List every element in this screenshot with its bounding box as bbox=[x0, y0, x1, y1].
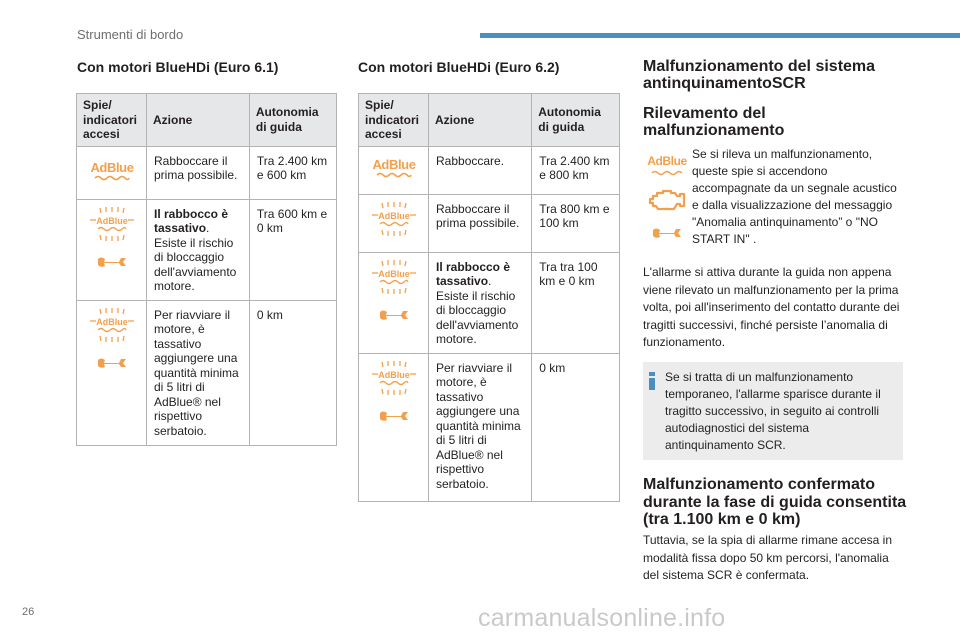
adblue-icon: AdBlue bbox=[643, 152, 691, 176]
adblue-icon: AdBlue bbox=[77, 146, 147, 199]
table-row bbox=[77, 300, 337, 445]
left-table bbox=[76, 93, 337, 446]
warning-icons bbox=[643, 152, 691, 252]
action-cell: Il rabbocco è tassativo. Esiste il rischio di bloccaggio dell'avviamento motore. bbox=[147, 199, 250, 300]
adblue-icon: AdBlue bbox=[359, 146, 429, 194]
header-autonomia: Autonomia di guida bbox=[532, 94, 620, 147]
wrench-icon bbox=[95, 356, 129, 370]
action-cell: Rabboccare. bbox=[429, 146, 532, 194]
header-spie: Spie/ indicatori accesi bbox=[77, 94, 147, 147]
table-header-row bbox=[359, 94, 620, 147]
table-row bbox=[359, 194, 620, 252]
confirmed-paragraph: Tuttavia, se la spia di allarme rimane accesa in modalità fissa dopo 50 km percorsi, l'anomalia del sistema SCR è confermata. bbox=[643, 533, 892, 582]
range-cell: Tra 800 km e 100 km bbox=[532, 194, 620, 252]
engine-icon bbox=[647, 188, 687, 214]
page-header bbox=[0, 0, 960, 44]
section-title: Strumenti di bordo bbox=[77, 27, 184, 42]
action-cell: Per riavviare il motore, è tassativo aggiungere una quantità minima di 5 litri di AdBlue® nel rispettivo serbatoio. bbox=[429, 353, 532, 501]
table-row bbox=[359, 252, 620, 353]
table-row bbox=[359, 146, 620, 194]
action-cell: Il rabbocco è tassativo. Esiste il rischio di bloccaggio dell'avviamento motore. bbox=[429, 252, 532, 353]
adblue-flashing-icon bbox=[366, 201, 422, 237]
subsection-heading: Rilevamento del malfunzionamento bbox=[643, 105, 785, 139]
table-row bbox=[77, 199, 337, 300]
svg-text:AdBlue: AdBlue bbox=[96, 215, 128, 226]
watermark: carmanualsonline.info bbox=[478, 604, 726, 632]
middle-table-title: Con motori BlueHDi (Euro 6.2) bbox=[358, 59, 560, 75]
range-cell: Tra tra 100 km e 0 km bbox=[532, 252, 620, 353]
header-azione: Azione bbox=[429, 94, 532, 147]
info-icon bbox=[649, 372, 655, 390]
wrench-icon bbox=[650, 226, 684, 240]
adblue-flashing-icon bbox=[84, 206, 140, 242]
header-autonomia: Autonomia di guida bbox=[249, 94, 336, 147]
table-header-row bbox=[77, 94, 337, 147]
table-row bbox=[77, 146, 337, 199]
wrench-icon bbox=[95, 255, 129, 269]
page-number: 26 bbox=[22, 606, 35, 618]
subsection-heading: Malfunzionamento confermato durante la fase di guida consentita (tra 1.100 km e 0 km) bbox=[643, 476, 907, 528]
range-cell: Tra 2.400 km e 600 km bbox=[249, 146, 336, 199]
action-cell: Per riavviare il motore, è tassativo aggiungere una quantità minima di 5 litri di AdBlue® nel rispettivo serbatoio. bbox=[147, 300, 250, 445]
left-table-title: Con motori BlueHDi (Euro 6.1) bbox=[77, 59, 279, 75]
adblue-flashing-icon bbox=[84, 307, 140, 343]
svg-text:AdBlue: AdBlue bbox=[378, 210, 410, 221]
action-cell: Rabboccare il prima possibile. bbox=[429, 194, 532, 252]
range-cell: Tra 2.400 km e 800 km bbox=[532, 146, 620, 194]
table-row bbox=[359, 353, 620, 501]
detection-text: Se si rileva un malfunzionamento, queste spie si accendono accompagnate da un segnale acustico e dalla visualizzazione del messaggio "Anomalia antinquinamento” o "NO START IN" . bbox=[692, 147, 897, 246]
range-cell: 0 km bbox=[532, 353, 620, 501]
wrench-icon bbox=[377, 308, 411, 322]
info-text: Se si tratta di un malfunzionamento temporaneo, l'allarme sparisce durante il tragitto successivo, in seguito ai controlli autodiagnostici del sistema antinquinamento SCR. bbox=[665, 370, 881, 452]
header-azione: Azione bbox=[147, 94, 250, 147]
adblue-flashing-icon bbox=[366, 360, 422, 396]
accent-bar bbox=[480, 33, 960, 38]
range-cell: 0 km bbox=[249, 300, 336, 445]
range-cell: Tra 600 km e 0 km bbox=[249, 199, 336, 300]
info-box bbox=[643, 362, 903, 460]
svg-text:AdBlue: AdBlue bbox=[96, 316, 128, 327]
middle-table bbox=[358, 93, 620, 502]
header-spie: Spie/ indicatori accesi bbox=[359, 94, 429, 147]
svg-text:AdBlue: AdBlue bbox=[378, 369, 410, 380]
action-cell: Rabboccare il prima possibile. bbox=[147, 146, 250, 199]
wrench-icon bbox=[377, 409, 411, 423]
svg-text:AdBlue: AdBlue bbox=[378, 268, 410, 279]
alarm-paragraph: L'allarme si attiva durante la guida non appena viene rilevato un malfunzionamento per la prima volta, poi all'inserimento del contatto durante dei tragitti successivi, finché persiste l’anomalia di funzionamento. bbox=[643, 265, 900, 349]
section-heading: Malfunzionamento del sistema antinquinamentoSCR bbox=[643, 58, 876, 92]
adblue-flashing-icon bbox=[366, 259, 422, 295]
